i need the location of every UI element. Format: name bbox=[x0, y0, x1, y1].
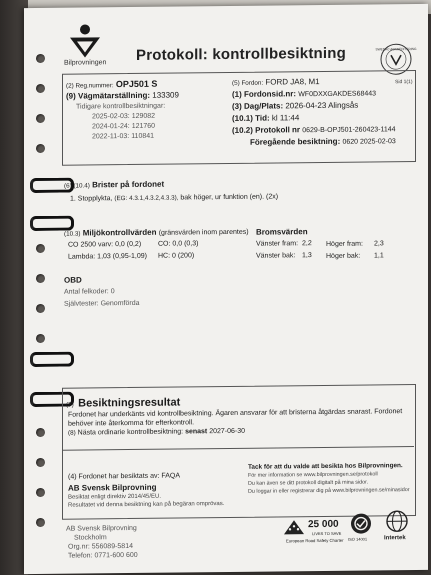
protocol-number-row bbox=[232, 124, 396, 135]
page-title: Protokoll: kontrollbesiktning bbox=[136, 44, 346, 64]
road-safety-charter-icon bbox=[282, 516, 306, 536]
appeal-note: Resultatet vid denna besiktning kan på begäran omprövas. bbox=[68, 501, 225, 509]
footer-city: Stockholm bbox=[74, 534, 107, 542]
reg-number-value: OPJ501 S bbox=[115, 78, 158, 90]
punch-hole bbox=[36, 144, 45, 153]
punch-hole bbox=[36, 304, 45, 313]
obd-self-tests: Självtester: Genomförda bbox=[64, 299, 140, 308]
defects-heading-prefix: (6) (10.4) bbox=[64, 182, 90, 190]
defects-heading-text: Brister på fordonet bbox=[92, 179, 165, 190]
date-place-value: 2026-04-23 Alingsås bbox=[285, 100, 359, 111]
fordon-row bbox=[232, 77, 320, 87]
fordon-label: (5) Fordon: bbox=[232, 79, 264, 87]
punch-hole bbox=[36, 428, 45, 437]
badge-subtitle: LIVES TO SAVE bbox=[312, 530, 342, 537]
punch-hole bbox=[36, 518, 45, 527]
footer-org-number: Org.nr: 556089-5814 bbox=[68, 542, 133, 551]
next-inspection-prefix: (8) bbox=[68, 429, 76, 437]
defects-heading bbox=[64, 180, 164, 190]
previous-inspection-row bbox=[92, 113, 155, 121]
reg-number-label: (2) Reg.nummer: bbox=[66, 82, 114, 90]
brake-front-right-label: Höger fram: bbox=[326, 240, 363, 248]
previous-inspection-row bbox=[92, 123, 155, 131]
previous-inspection-row bbox=[92, 133, 154, 141]
defect-item bbox=[70, 193, 278, 202]
previous-inspection-odometer: 121760 bbox=[131, 122, 156, 130]
badge-number: 25 000 bbox=[308, 518, 339, 531]
previous-inspection-date: 2024-01-24: bbox=[92, 123, 130, 131]
footer-company: AB Svensk Bilprovning bbox=[66, 524, 137, 533]
protocol-number-value: 0629-B-OPJ501-260423-1144 bbox=[302, 126, 396, 135]
brake-front-right-value: 2,3 bbox=[374, 240, 384, 248]
result-heading-text: Besiktningsresultat bbox=[78, 396, 181, 410]
iso-caption: ISO 14001 bbox=[348, 536, 368, 542]
time-label: (10.1) Tid: bbox=[232, 113, 270, 123]
odometer-row bbox=[66, 90, 179, 100]
reg-number-row bbox=[66, 79, 157, 90]
odometer-label: (9) Vägmätarställning: bbox=[66, 90, 151, 101]
fordon-value: FORD JA8, M1 bbox=[265, 77, 320, 87]
time-value: kl 11:44 bbox=[271, 113, 300, 123]
vehicle-id-row bbox=[232, 88, 376, 99]
odometer-value: 133309 bbox=[152, 90, 179, 100]
lambda-value: Lambda: 1,03 (0,95-1,09) bbox=[68, 252, 147, 261]
brake-rear-right-label: Höger bak: bbox=[326, 252, 361, 260]
time-row bbox=[232, 113, 299, 123]
environment-heading-note: (gränsvärden inom parentes) bbox=[158, 228, 249, 237]
page-number: Sid 1(1) bbox=[395, 79, 413, 86]
date-place-row bbox=[232, 101, 358, 111]
brake-rear-left-label: Vänster bak: bbox=[256, 252, 296, 260]
inspection-protocol-page bbox=[24, 4, 428, 574]
brake-values-heading: Bromsvärden bbox=[256, 227, 308, 237]
iso-certification-icon bbox=[350, 512, 372, 534]
previous-inspection-summary-label: Föregående besiktning: bbox=[250, 136, 341, 147]
defect-item-text: Stopplykta, bbox=[77, 195, 115, 203]
environment-heading bbox=[64, 227, 249, 238]
thanks-info-line: Du loggar in eller registrerar dig på www.bilprovningen.se/minasidor bbox=[248, 487, 410, 495]
punch-hole bbox=[36, 114, 45, 123]
intertek-label: Intertek bbox=[384, 535, 406, 542]
previous-inspection-date: 2022-11-03: bbox=[92, 133, 130, 141]
date-place-label: (3) Dag/Plats: bbox=[232, 101, 284, 111]
hc-value: HC: 0 (200) bbox=[158, 252, 195, 260]
vehicle-id-value: WF0DXXGAKDES68443 bbox=[298, 90, 377, 99]
result-text: Fordonet har underkänts vid kontrollbesiktning. Ägaren ansvarar för att bristerna åtgärdas snarast. Fordonet behöver inte återkomma för efterkontroll. bbox=[68, 408, 403, 428]
punch-hole bbox=[36, 274, 45, 283]
previous-inspection-odometer: 110841 bbox=[131, 132, 155, 140]
binder-ring bbox=[30, 352, 74, 367]
co-2500-value: CO 2500 varv: 0,0 (0,2) bbox=[68, 240, 142, 249]
punch-hole bbox=[36, 54, 45, 63]
defect-item-code: (EG: 4.3.1,4.3.2,4.3.3), bbox=[114, 194, 179, 203]
co-value: CO: 0,0 (0,3) bbox=[158, 240, 199, 248]
brand-name: Bilprovningen bbox=[64, 59, 107, 67]
punch-hole bbox=[36, 488, 45, 497]
next-inspection-deadline-word: senast bbox=[185, 428, 208, 436]
defect-item-detail: bak höger, ur funktion (en). (2x) bbox=[178, 193, 279, 202]
environment-heading-text: Miljökontrollvärden bbox=[82, 227, 157, 238]
defect-item-number: 1. bbox=[70, 195, 76, 203]
environment-heading-prefix: (10.3) bbox=[64, 230, 81, 238]
inspector-company: AB Svensk Bilprovning bbox=[68, 482, 157, 493]
brake-front-left-label: Vänster fram: bbox=[256, 240, 299, 248]
punch-hole bbox=[36, 244, 45, 253]
previous-inspection-summary-value: 0620 2025-02-03 bbox=[342, 138, 396, 146]
intertek-globe-icon bbox=[386, 510, 408, 532]
thanks-heading: Tack för att du valde att besikta hos Bilprovningen. bbox=[248, 462, 403, 471]
seal-text: SWEDAC ACKREDITERING bbox=[375, 47, 417, 52]
badge-caption: European Road Safety Charter bbox=[286, 537, 344, 544]
brake-front-left-value: 2,2 bbox=[302, 240, 312, 248]
bilprovningen-logo-icon bbox=[68, 23, 102, 59]
inspection-directive: Besiktat enligt direktiv 2014/45/EU. bbox=[68, 493, 162, 501]
next-inspection-date: 2027-06-30 bbox=[209, 427, 246, 436]
previous-inspections-label: Tidigare kontrollbesiktningar: bbox=[76, 102, 166, 111]
footer-phone: Telefon: 0771-600 600 bbox=[68, 551, 138, 560]
obd-heading: OBD bbox=[64, 275, 82, 285]
brake-rear-right-value: 1,1 bbox=[374, 252, 384, 260]
obd-fault-codes: Antal felkoder: 0 bbox=[64, 288, 115, 296]
punch-hole bbox=[36, 334, 45, 343]
punch-hole bbox=[36, 458, 45, 467]
previous-inspection-odometer: 129082 bbox=[131, 112, 156, 120]
thanks-info-line: Du kan även se ditt protokoll digitalt på mina sidor. bbox=[248, 479, 369, 487]
vehicle-id-label: (1) Fordonsid.nr: bbox=[232, 89, 296, 99]
previous-inspection-date: 2025-02-03: bbox=[92, 113, 130, 121]
brake-rear-left-value: 1,3 bbox=[302, 252, 312, 260]
result-heading-prefix: (7) bbox=[66, 401, 74, 409]
protocol-number-label: (10.2) Protokoll nr bbox=[232, 125, 301, 135]
previous-inspection-summary bbox=[250, 136, 396, 147]
thanks-info-line: För mer information se www.bilprovningen.se/protokoll bbox=[248, 471, 378, 479]
inspected-by: (4) Fordonet har besiktats av: FAQA bbox=[68, 472, 181, 481]
punch-hole bbox=[36, 84, 45, 93]
next-inspection-label: Nästa ordinarie kontrollbesiktning: bbox=[77, 428, 184, 437]
